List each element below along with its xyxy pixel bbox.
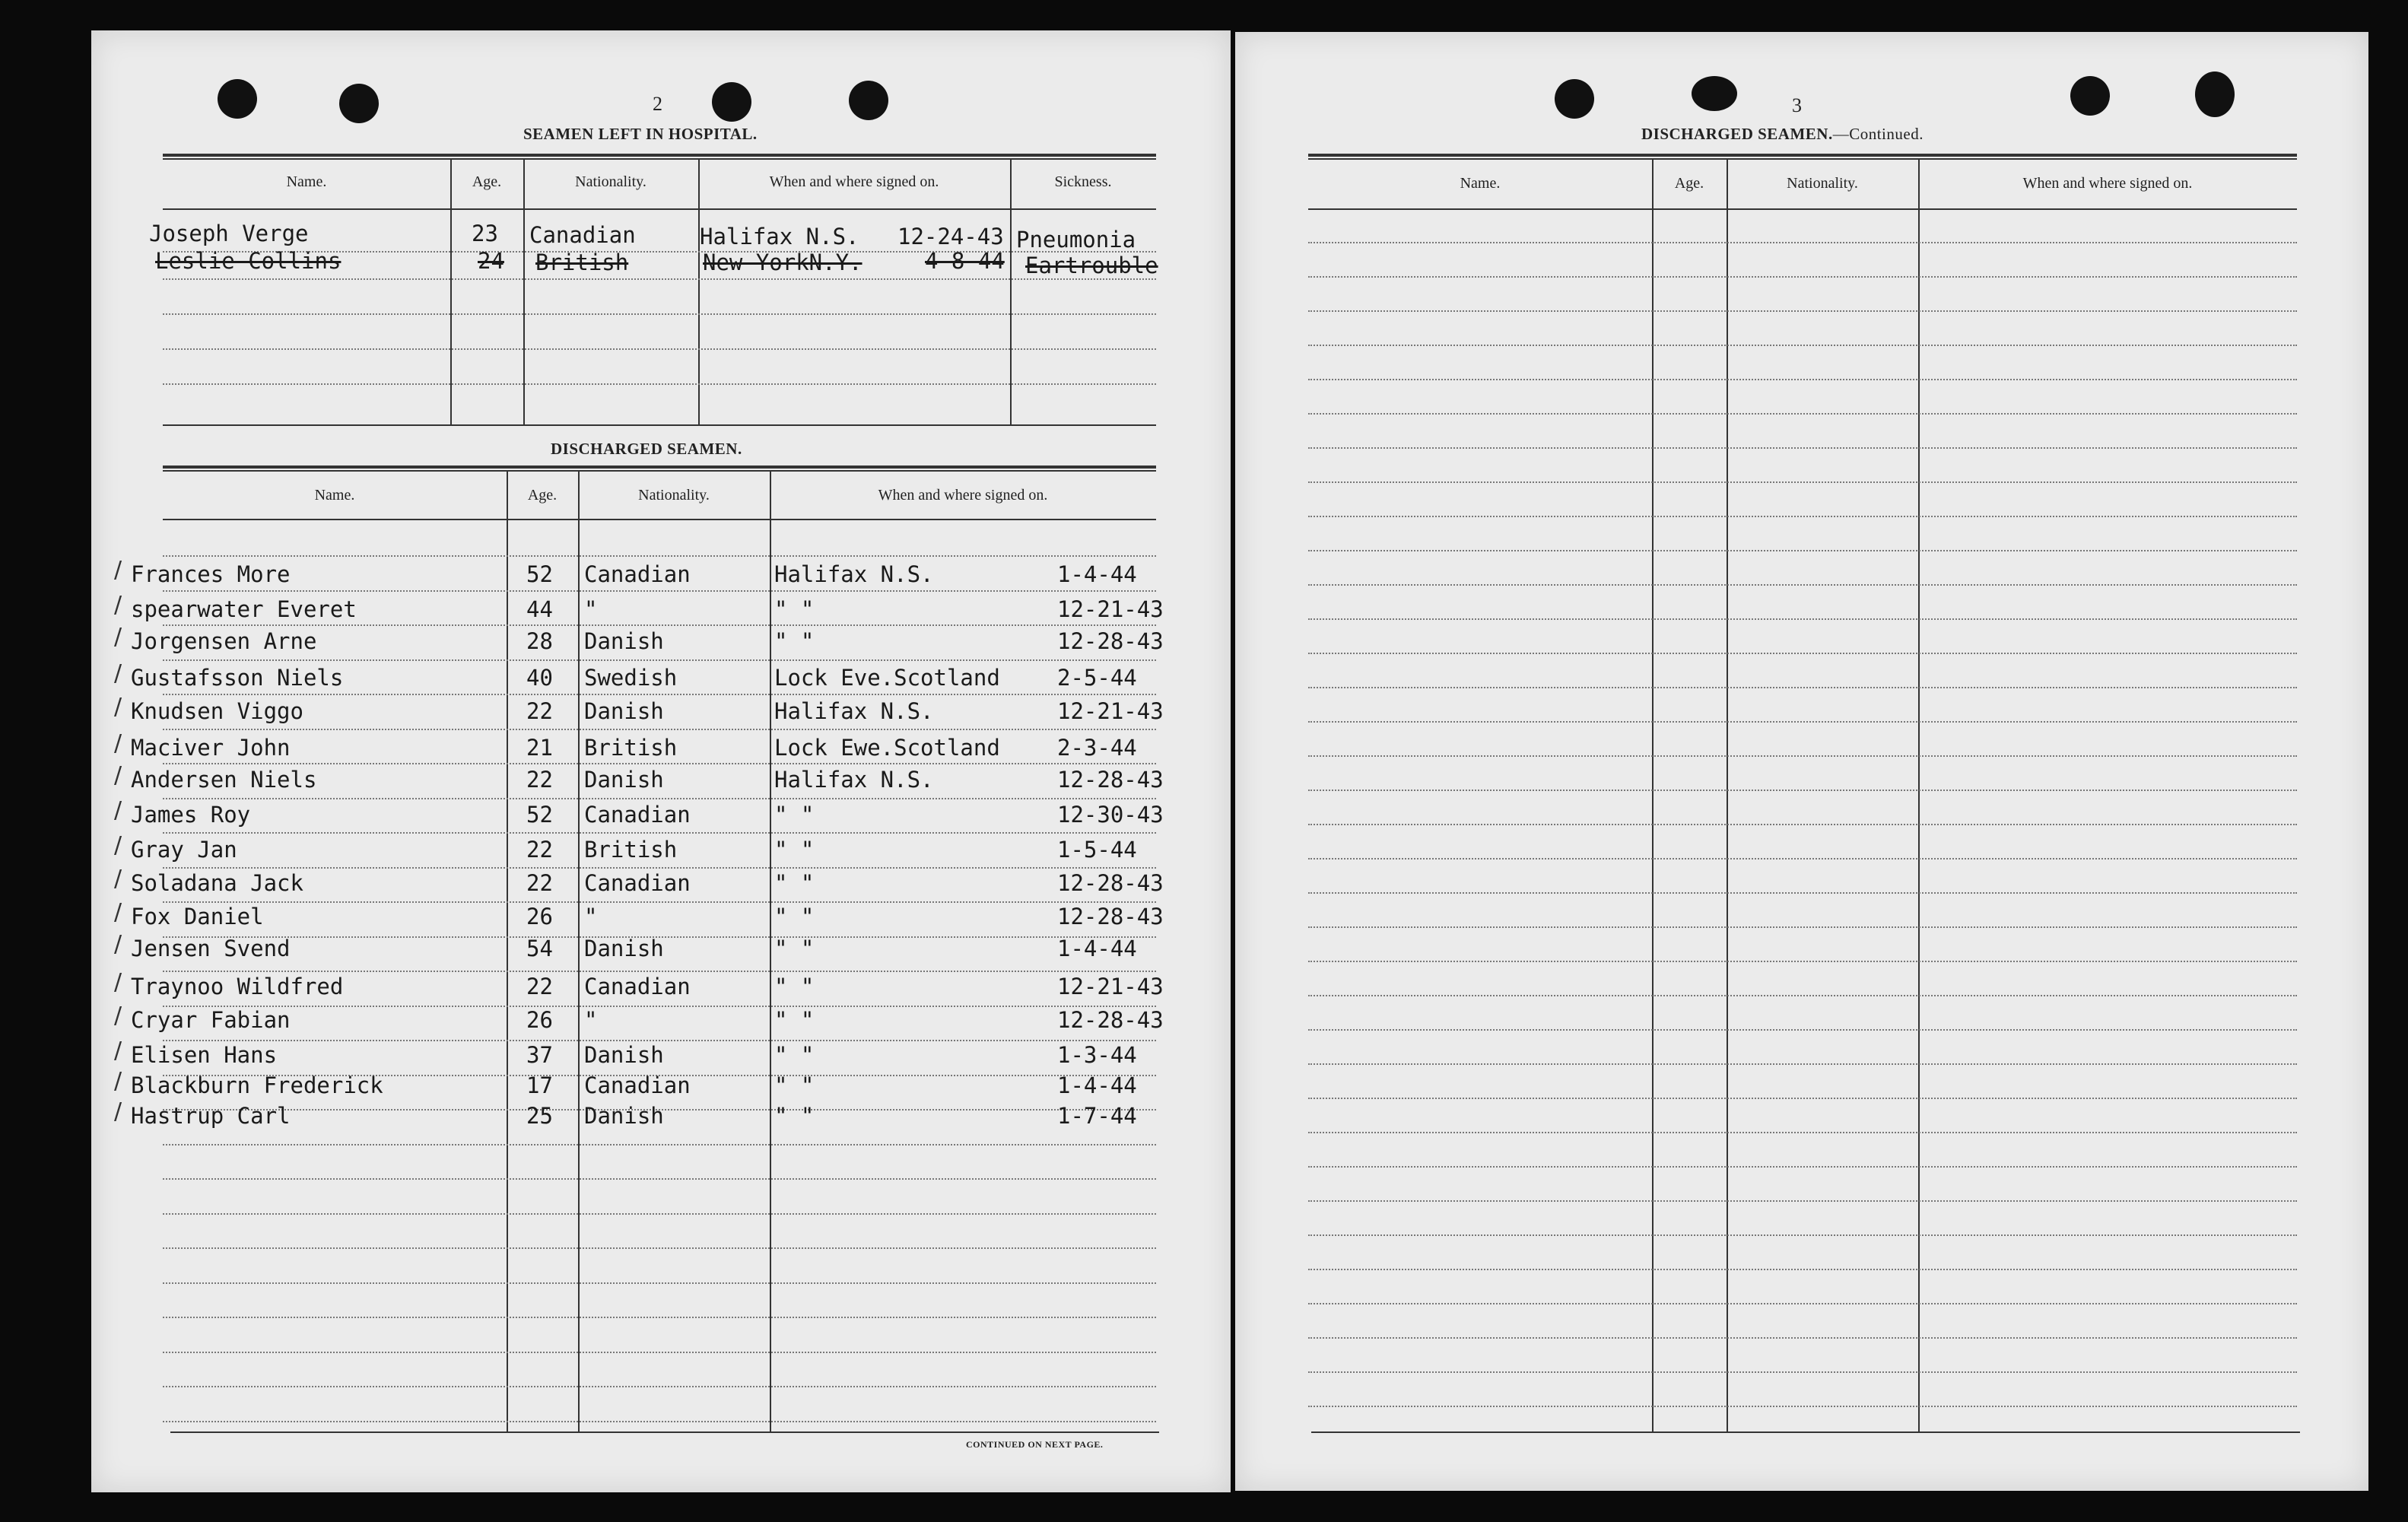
age-cell: 40 [526, 665, 553, 691]
place-cell: Halifax N.S. [774, 698, 934, 724]
continued-note: CONTINUED ON NEXT PAGE. [966, 1439, 1104, 1450]
rule [163, 519, 1156, 520]
place-cell: " " [774, 596, 815, 622]
place-cell: New YorkN.Y. [703, 249, 862, 275]
age-cell: 22 [526, 870, 553, 896]
name-cell: Gustafsson Niels [131, 665, 344, 691]
nationality-cell: " [584, 1007, 598, 1033]
date-cell: 2-3-44 [1057, 735, 1137, 761]
nationality-cell: Canadian [584, 974, 691, 999]
col-name: Name. [314, 487, 355, 504]
date-cell: 12-21-43 [1057, 698, 1164, 724]
rule [1308, 158, 2297, 160]
nationality-cell: " [584, 904, 598, 929]
nationality-cell: Swedish [584, 665, 678, 691]
nationality-cell: Danish [584, 1103, 664, 1129]
date-cell: 12-24-43 [897, 224, 1004, 249]
place-cell: " " [774, 904, 815, 929]
place-cell: Lock Ewe.Scotland [774, 735, 1000, 761]
date-cell: 12-28-43 [1057, 904, 1164, 929]
check-mark: / [114, 797, 122, 824]
date-cell: 1-4-44 [1057, 1072, 1137, 1098]
date-cell: 1-7-44 [1057, 1103, 1137, 1129]
sickness-cell: Eartrouble [1025, 253, 1158, 278]
punch-hole [218, 79, 257, 119]
name-cell: Jorgensen Arne [131, 628, 317, 654]
name-cell: Andersen Niels [131, 767, 317, 793]
name-cell: Hastrup Carl [131, 1103, 291, 1129]
rule [163, 158, 1156, 160]
nationality-cell: Canadian [529, 222, 636, 248]
date-cell: 12-21-43 [1057, 596, 1164, 622]
right-page [1235, 32, 2368, 1491]
check-mark: / [114, 866, 122, 892]
nationality-cell: Danish [584, 767, 664, 793]
name-cell: Elisen Hans [131, 1042, 278, 1068]
place-cell: " " [774, 936, 815, 961]
discharged-section-title: DISCHARGED SEAMEN. [551, 440, 742, 458]
col-nationality: Nationality. [1787, 175, 1858, 192]
punch-hole [2070, 76, 2110, 116]
check-mark: / [114, 1098, 122, 1125]
nationality-cell: Danish [584, 698, 664, 724]
date-cell: 12-21-43 [1057, 974, 1164, 999]
page-number: 3 [1792, 94, 1802, 116]
rule [163, 208, 1156, 210]
punch-hole [849, 81, 888, 120]
col-nationality: Nationality. [575, 173, 646, 190]
date-cell: 1-4-44 [1057, 936, 1137, 961]
nationality-cell: British [584, 735, 678, 761]
punch-hole [1692, 76, 1737, 111]
age-cell: 54 [526, 936, 553, 961]
date-cell: 12-28-43 [1057, 767, 1164, 793]
punch-hole [2195, 71, 2235, 117]
col-name: Name. [1460, 175, 1501, 192]
check-mark: / [114, 694, 122, 720]
date-cell: 12-28-43 [1057, 628, 1164, 654]
rule [163, 465, 1156, 469]
age-cell: 26 [526, 904, 553, 929]
name-cell: Blackburn Frederick [131, 1072, 383, 1098]
rule [163, 154, 1156, 157]
rule [1308, 154, 2297, 157]
punch-hole [339, 84, 379, 123]
name-cell: Frances More [131, 561, 291, 587]
col-age: Age. [1674, 175, 1704, 192]
name-cell: Traynoo Wildfred [131, 974, 344, 999]
place-cell: Halifax N.S. [700, 224, 859, 249]
age-cell: 25 [526, 1103, 553, 1129]
place-cell: Halifax N.S. [774, 561, 934, 587]
name-cell: Maciver John [131, 735, 291, 761]
column-divider [1727, 158, 1728, 1431]
rule [163, 470, 1156, 472]
place-cell: " " [774, 1007, 815, 1033]
nationality-cell: British [584, 837, 678, 863]
date-cell: 1-4-44 [1057, 561, 1137, 587]
check-mark: / [114, 660, 122, 687]
place-cell: " " [774, 628, 815, 654]
sickness-cell: Pneumonia [1016, 227, 1136, 253]
date-cell: 4-8-44 [925, 248, 1005, 274]
date-cell: 12-28-43 [1057, 870, 1164, 896]
age-cell: 37 [526, 1042, 553, 1068]
check-mark: / [114, 969, 122, 996]
check-mark: / [114, 762, 122, 789]
age-cell: 21 [526, 735, 553, 761]
date-cell: 1-5-44 [1057, 837, 1137, 863]
place-cell: Lock Eve.Scotland [774, 665, 1000, 691]
date-cell: 12-30-43 [1057, 802, 1164, 828]
left-page [91, 30, 1231, 1492]
page-number: 2 [653, 93, 662, 115]
col-age: Age. [527, 487, 558, 504]
nationality-cell: Canadian [584, 802, 691, 828]
place-cell: " " [774, 974, 815, 999]
age-cell: 17 [526, 1072, 553, 1098]
punch-hole [712, 82, 751, 122]
place-cell: " " [774, 802, 815, 828]
column-divider [507, 470, 508, 1431]
name-cell: Cryar Fabian [131, 1007, 291, 1033]
check-mark: / [114, 832, 122, 859]
check-mark: / [114, 1037, 122, 1064]
check-mark: / [114, 1002, 122, 1029]
place-cell: " " [774, 1103, 815, 1129]
age-cell: 22 [526, 837, 553, 863]
nationality-cell: Canadian [584, 561, 691, 587]
col-nationality: Nationality. [638, 487, 710, 504]
nationality-cell: British [535, 249, 629, 275]
place-cell: " " [774, 837, 815, 863]
name-cell: Gray Jan [131, 837, 237, 863]
col-name: Name. [286, 173, 327, 190]
check-mark: / [114, 1068, 122, 1095]
date-cell: 2-5-44 [1057, 665, 1137, 691]
age-cell: 26 [526, 1007, 553, 1033]
check-mark: / [114, 931, 122, 958]
name-cell: James Roy [131, 802, 251, 828]
nationality-cell: Danish [584, 936, 664, 961]
nationality-cell: Danish [584, 1042, 664, 1068]
name-cell: Leslie Collins [155, 248, 342, 274]
hospital-section-title: SEAMEN LEFT IN HOSPITAL. [523, 125, 758, 143]
col-signed-on: When and where signed on. [878, 487, 1048, 504]
name-cell: spearwater Everet [131, 596, 357, 622]
age-cell: 28 [526, 628, 553, 654]
name-cell: Jensen Svend [131, 936, 291, 961]
rule [170, 1431, 1159, 1433]
rule [163, 424, 1156, 426]
date-cell: 1-3-44 [1057, 1042, 1137, 1068]
age-cell: 52 [526, 802, 553, 828]
date-cell: 12-28-43 [1057, 1007, 1164, 1033]
check-mark: / [114, 730, 122, 757]
col-signed-on: When and where signed on. [769, 173, 939, 190]
name-cell: Knudsen Viggo [131, 698, 303, 724]
check-mark: / [114, 899, 122, 926]
place-cell: " " [774, 1072, 815, 1098]
nationality-cell: Canadian [584, 870, 691, 896]
age-cell: 44 [526, 596, 553, 622]
col-signed-on: When and where signed on. [2022, 175, 2193, 192]
column-divider [770, 470, 771, 1431]
name-cell: Fox Daniel [131, 904, 264, 929]
rule [1311, 1431, 2300, 1433]
age-cell: 22 [526, 767, 553, 793]
column-divider [1652, 158, 1654, 1431]
place-cell: " " [774, 870, 815, 896]
discharged-continued-title: DISCHARGED SEAMEN.—Continued. [1641, 125, 1924, 143]
column-divider [1918, 158, 1920, 1431]
age-cell: 23 [472, 221, 498, 246]
age-cell: 52 [526, 561, 553, 587]
rule [1308, 208, 2297, 210]
punch-hole [1555, 79, 1594, 119]
age-cell: 24 [478, 248, 504, 274]
place-cell: " " [774, 1042, 815, 1068]
col-sickness: Sickness. [1054, 173, 1112, 190]
column-divider [578, 470, 580, 1431]
name-cell: Joseph Verge [149, 221, 309, 246]
check-mark: / [114, 557, 122, 583]
check-mark: / [114, 624, 122, 650]
nationality-cell: Canadian [584, 1072, 691, 1098]
name-cell: Soladana Jack [131, 870, 303, 896]
age-cell: 22 [526, 698, 553, 724]
place-cell: Halifax N.S. [774, 767, 934, 793]
check-mark: / [114, 592, 122, 618]
col-age: Age. [472, 173, 502, 190]
nationality-cell: Danish [584, 628, 664, 654]
age-cell: 22 [526, 974, 553, 999]
nationality-cell: " [584, 596, 598, 622]
